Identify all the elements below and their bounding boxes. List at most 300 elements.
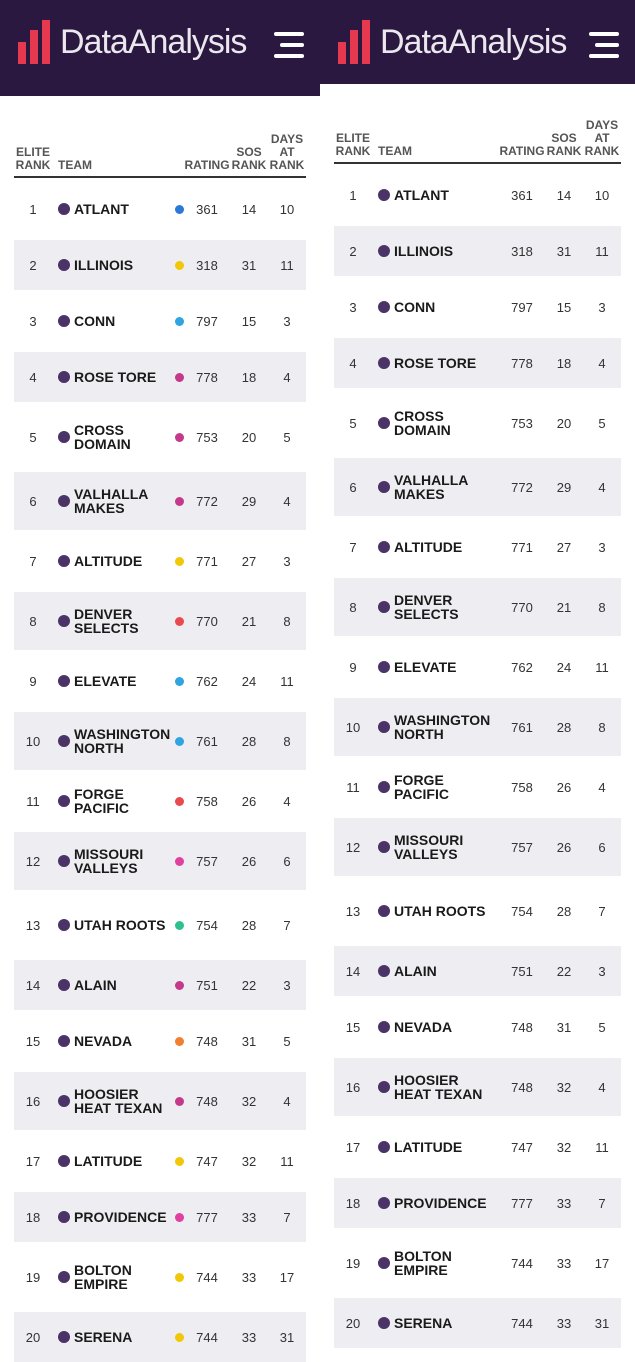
table-row[interactable]	[334, 642, 621, 692]
team-color-dot-icon	[175, 857, 184, 866]
rating-cell: 778	[511, 355, 533, 371]
table-row[interactable]	[334, 946, 621, 996]
sos-rank-cell: 14	[556, 187, 572, 203]
team-cell[interactable]	[372, 188, 499, 202]
sos-rank-cell: 32	[241, 1093, 257, 1109]
table-row[interactable]	[14, 184, 306, 234]
team-logo-icon	[58, 979, 70, 991]
team-cell[interactable]	[52, 787, 184, 815]
table-row[interactable]	[334, 1178, 621, 1228]
team-logo-icon	[58, 259, 70, 271]
rating-cell: 772	[196, 493, 218, 509]
table-row[interactable]	[14, 1016, 306, 1066]
rank-cell: 6	[349, 479, 357, 495]
site-header	[320, 0, 635, 84]
rank-cell: 3	[349, 299, 357, 315]
table-row[interactable]	[334, 226, 621, 276]
sos-rank-cell: 20	[241, 429, 257, 445]
rating-cell: 744	[196, 1269, 218, 1285]
team-logo-icon	[58, 371, 70, 383]
team-logo-icon	[58, 1271, 70, 1283]
rating-cell: 747	[196, 1153, 218, 1169]
table-row[interactable]	[14, 1136, 306, 1186]
team-name[interactable]: SERENA	[394, 1315, 453, 1331]
sos-rank-cell: 21	[556, 599, 572, 615]
rating-cell: 748	[196, 1033, 218, 1049]
col-rating[interactable]: RATING	[184, 158, 230, 172]
days-at-rank-cell: 11	[595, 243, 609, 259]
days-at-rank-cell: 17	[594, 1255, 610, 1271]
team-color-dot-icon	[175, 1333, 184, 1342]
sos-rank-cell: 31	[241, 1033, 257, 1049]
team-logo-icon	[378, 189, 390, 201]
days-at-rank-cell: 4	[283, 369, 291, 385]
team-name[interactable]: LATITUDE	[74, 1153, 143, 1169]
sos-rank-cell: 29	[241, 493, 257, 509]
rating-cell: 772	[511, 479, 533, 495]
team-name[interactable]: MISSOURI VALLEYS	[394, 832, 464, 862]
table-row[interactable]	[14, 536, 306, 586]
team-cell[interactable]	[52, 607, 184, 635]
team-logo-icon	[378, 357, 390, 369]
team-cell[interactable]	[52, 1154, 184, 1168]
sos-rank-cell: 28	[241, 917, 257, 933]
team-cell[interactable]	[372, 660, 499, 674]
team-cell[interactable]	[372, 1020, 499, 1034]
table-row[interactable]	[14, 960, 306, 1010]
team-name[interactable]: CROSS DOMAIN	[394, 408, 451, 438]
col-rank[interactable]: ELITE RANK	[15, 145, 51, 172]
rating-cell: 778	[196, 369, 218, 385]
team-logo-icon	[58, 203, 70, 215]
days-at-rank-cell: 3	[598, 963, 606, 979]
team-logo-icon	[378, 905, 390, 917]
team-name[interactable]: LATITUDE	[394, 1139, 463, 1155]
team-name[interactable]: FORGE PACIFIC	[394, 772, 449, 802]
team-logo-icon	[378, 601, 390, 613]
table-row[interactable]	[334, 522, 621, 572]
rating-cell: 758	[196, 793, 218, 809]
sos-rank-cell: 27	[556, 539, 572, 555]
table-row[interactable]	[334, 1122, 621, 1172]
rank-cell: 4	[349, 355, 357, 371]
table-row[interactable]	[334, 762, 621, 812]
rank-cell: 19	[25, 1269, 41, 1285]
team-logo-icon	[58, 1095, 70, 1107]
logo[interactable]	[338, 20, 566, 64]
team-cell[interactable]	[372, 540, 499, 554]
rating-cell: 744	[511, 1255, 533, 1271]
days-at-rank-cell: 4	[598, 1079, 606, 1095]
rank-cell: 9	[29, 673, 37, 689]
sos-rank-cell: 21	[241, 613, 257, 629]
team-logo-icon	[58, 855, 70, 867]
col-sos-rank[interactable]: SOS RANK	[546, 131, 582, 158]
rank-cell: 10	[25, 733, 41, 749]
logo-text: DataAnalysis	[380, 22, 567, 61]
team-cell[interactable]	[372, 473, 499, 501]
col-days-at-rank[interactable]: DAYS AT RANK	[584, 118, 620, 158]
team-name[interactable]: ALAIN	[74, 977, 117, 993]
rating-cell: 797	[511, 299, 533, 315]
rating-cell: 758	[511, 779, 533, 795]
table-row[interactable]	[334, 458, 621, 516]
days-at-rank-cell: 8	[598, 719, 606, 735]
table-row[interactable]	[334, 578, 621, 636]
sos-rank-cell: 14	[241, 201, 257, 217]
rating-cell: 744	[196, 1329, 218, 1345]
team-name[interactable]: ROSE TORE	[394, 355, 477, 371]
team-cell[interactable]	[52, 423, 184, 451]
team-color-dot-icon	[175, 737, 184, 746]
rating-cell: 797	[196, 313, 218, 329]
rating-cell: 777	[196, 1209, 218, 1225]
team-name[interactable]: WASHINGTON NORTH	[394, 712, 491, 742]
team-name[interactable]: ELEVATE	[74, 673, 137, 689]
rank-cell: 20	[345, 1315, 361, 1331]
col-team[interactable]: TEAM	[378, 144, 412, 158]
table-row[interactable]	[14, 776, 306, 826]
team-name[interactable]: BOLTON EMPIRE	[74, 1262, 132, 1292]
team-cell[interactable]	[372, 833, 499, 861]
team-name[interactable]: ILLINOIS	[394, 243, 454, 259]
menu-icon[interactable]	[589, 32, 619, 58]
team-color-dot-icon	[175, 433, 184, 442]
table-row[interactable]	[334, 1058, 621, 1116]
rank-cell: 17	[25, 1153, 41, 1169]
team-color-dot-icon	[175, 557, 184, 566]
table-row[interactable]	[334, 338, 621, 388]
team-cell[interactable]	[52, 1087, 184, 1115]
table-body	[14, 184, 306, 1362]
sos-rank-cell: 18	[241, 369, 257, 385]
rank-cell: 4	[29, 369, 37, 385]
team-name[interactable]: FORGE PACIFIC	[74, 786, 129, 816]
rankings-table	[320, 84, 635, 1348]
team-cell[interactable]	[372, 356, 499, 370]
days-at-rank-cell: 3	[283, 977, 291, 993]
rank-cell: 13	[25, 917, 41, 933]
team-name[interactable]: MISSOURI VALLEYS	[74, 846, 144, 876]
team-cell[interactable]	[52, 1034, 184, 1048]
team-cell[interactable]	[372, 713, 499, 741]
team-color-dot-icon	[175, 373, 184, 382]
table-row[interactable]	[334, 170, 621, 220]
sos-rank-cell: 33	[241, 1329, 257, 1345]
table-row[interactable]	[334, 282, 621, 332]
table-row[interactable]	[14, 408, 306, 466]
site-header	[0, 0, 320, 96]
rating-cell: 757	[196, 853, 218, 869]
team-logo-icon	[378, 541, 390, 553]
team-name[interactable]: UTAH ROOTS	[394, 903, 486, 919]
days-at-rank-cell: 6	[283, 853, 291, 869]
team-cell[interactable]	[52, 314, 184, 328]
team-logo-icon	[378, 721, 390, 733]
table-row[interactable]	[334, 818, 621, 876]
table-row[interactable]	[14, 896, 306, 954]
col-days-at-rank[interactable]: DAYS AT RANK	[269, 132, 305, 172]
team-name[interactable]: ALTITUDE	[74, 553, 143, 569]
rank-cell: 1	[349, 187, 357, 203]
rating-cell: 318	[511, 243, 533, 259]
col-sos-rank[interactable]: SOS RANK	[231, 145, 267, 172]
team-cell[interactable]	[52, 978, 184, 992]
table-row[interactable]	[334, 698, 621, 756]
rank-cell: 15	[25, 1033, 41, 1049]
sos-rank-cell: 24	[241, 673, 257, 689]
team-color-dot-icon	[175, 981, 184, 990]
team-logo-icon	[58, 795, 70, 807]
left-panel	[0, 0, 320, 1345]
sos-rank-cell: 26	[241, 853, 257, 869]
team-name[interactable]: HOOSIER HEAT TEXAN	[394, 1072, 483, 1102]
col-rating[interactable]: RATING	[499, 144, 545, 158]
team-color-dot-icon	[175, 1273, 184, 1282]
team-cell[interactable]	[372, 1196, 499, 1210]
team-logo-icon	[378, 1317, 390, 1329]
team-cell[interactable]	[372, 1140, 499, 1154]
rank-cell: 6	[29, 493, 37, 509]
team-cell[interactable]	[372, 409, 499, 437]
col-rank[interactable]: ELITE RANK	[335, 131, 371, 158]
days-at-rank-cell: 3	[598, 299, 606, 315]
team-cell[interactable]	[372, 1316, 499, 1330]
rating-cell: 770	[511, 599, 533, 615]
days-at-rank-cell: 7	[598, 903, 606, 919]
rank-cell: 11	[26, 793, 40, 809]
team-cell[interactable]	[52, 258, 184, 272]
table-row[interactable]	[14, 1312, 306, 1362]
team-cell[interactable]	[52, 487, 184, 515]
team-cell[interactable]	[52, 918, 184, 932]
team-logo-icon	[378, 245, 390, 257]
rating-cell: 361	[196, 201, 218, 217]
team-cell[interactable]	[52, 202, 184, 216]
team-cell[interactable]	[372, 244, 499, 258]
table-body	[334, 170, 621, 1348]
team-name[interactable]: ALAIN	[394, 963, 437, 979]
rank-cell: 14	[345, 963, 361, 979]
team-name[interactable]: DENVER SELECTS	[74, 606, 139, 636]
team-name[interactable]: SERENA	[74, 1329, 133, 1345]
sos-rank-cell: 29	[556, 479, 572, 495]
team-cell[interactable]	[52, 1210, 184, 1224]
rank-cell: 2	[349, 243, 357, 259]
sos-rank-cell: 26	[556, 839, 572, 855]
team-color-dot-icon	[175, 617, 184, 626]
team-logo-icon	[378, 1081, 390, 1093]
days-at-rank-cell: 3	[283, 313, 291, 329]
team-name[interactable]: ILLINOIS	[74, 257, 134, 273]
days-at-rank-cell: 3	[598, 539, 606, 555]
right-panel	[320, 0, 635, 1331]
days-at-rank-cell: 17	[279, 1269, 295, 1285]
rank-cell: 16	[345, 1079, 361, 1095]
sos-rank-cell: 22	[241, 977, 257, 993]
sos-rank-cell: 27	[241, 553, 257, 569]
days-at-rank-cell: 11	[280, 1153, 294, 1169]
days-at-rank-cell: 4	[598, 779, 606, 795]
sos-rank-cell: 32	[556, 1139, 572, 1155]
team-name[interactable]: WASHINGTON NORTH	[74, 726, 171, 756]
menu-icon[interactable]	[274, 32, 304, 58]
table-row[interactable]	[14, 1192, 306, 1242]
team-color-dot-icon	[175, 1097, 184, 1106]
days-at-rank-cell: 5	[283, 1033, 291, 1049]
days-at-rank-cell: 7	[598, 1195, 606, 1211]
team-name[interactable]: HOOSIER HEAT TEXAN	[74, 1086, 163, 1116]
table-row[interactable]	[14, 832, 306, 890]
table-row[interactable]	[334, 1234, 621, 1292]
team-color-dot-icon	[175, 1037, 184, 1046]
table-row[interactable]	[334, 1002, 621, 1052]
table-row[interactable]	[14, 592, 306, 650]
sos-rank-cell: 28	[556, 719, 572, 735]
sos-rank-cell: 32	[556, 1079, 572, 1095]
table-row[interactable]	[14, 1072, 306, 1130]
days-at-rank-cell: 5	[598, 415, 606, 431]
rank-cell: 11	[346, 779, 360, 795]
team-name[interactable]: VALHALLA MAKES	[74, 486, 148, 516]
team-cell[interactable]	[52, 847, 184, 875]
days-at-rank-cell: 4	[598, 479, 606, 495]
team-logo-icon	[58, 1035, 70, 1047]
team-cell[interactable]	[52, 1330, 184, 1344]
team-logo-icon	[378, 1141, 390, 1153]
days-at-rank-cell: 7	[283, 917, 291, 933]
rank-cell: 18	[25, 1209, 41, 1225]
rating-cell: 762	[196, 673, 218, 689]
team-name[interactable]: CONN	[394, 299, 436, 315]
rating-cell: 753	[511, 415, 533, 431]
table-row[interactable]	[14, 712, 306, 770]
team-name[interactable]: PROVIDENCE	[394, 1195, 487, 1211]
rating-cell: 361	[511, 187, 533, 203]
team-cell[interactable]	[52, 1263, 184, 1291]
team-logo-icon	[58, 1155, 70, 1167]
team-name[interactable]: UTAH ROOTS	[74, 917, 166, 933]
sos-rank-cell: 28	[241, 733, 257, 749]
team-name[interactable]: CROSS DOMAIN	[74, 422, 131, 452]
team-logo-icon	[378, 481, 390, 493]
sos-rank-cell: 33	[241, 1209, 257, 1225]
team-name[interactable]: ATLANT	[394, 187, 449, 203]
team-cell[interactable]	[52, 554, 184, 568]
sos-rank-cell: 33	[556, 1195, 572, 1211]
table-row[interactable]	[14, 472, 306, 530]
sos-rank-cell: 33	[556, 1315, 572, 1331]
team-logo-icon	[378, 1197, 390, 1209]
logo-mark-icon	[18, 20, 54, 64]
rating-cell: 761	[511, 719, 533, 735]
table-row[interactable]	[14, 296, 306, 346]
rank-cell: 19	[345, 1255, 361, 1271]
team-name[interactable]: CONN	[74, 313, 116, 329]
team-cell[interactable]	[372, 1249, 499, 1277]
table-row[interactable]	[334, 882, 621, 940]
team-color-dot-icon	[175, 205, 184, 214]
table-row[interactable]	[14, 352, 306, 402]
table-row[interactable]	[14, 1248, 306, 1306]
team-name[interactable]: ELEVATE	[394, 659, 457, 675]
rank-cell: 15	[345, 1019, 361, 1035]
rank-cell: 8	[29, 613, 37, 629]
team-color-dot-icon	[175, 497, 184, 506]
team-cell[interactable]	[52, 727, 184, 755]
team-cell[interactable]	[372, 1073, 499, 1101]
team-cell[interactable]	[372, 773, 499, 801]
team-cell[interactable]	[372, 300, 499, 314]
team-logo-icon	[58, 495, 70, 507]
col-team[interactable]: TEAM	[58, 158, 92, 172]
team-cell[interactable]	[372, 964, 499, 978]
rank-cell: 5	[349, 415, 357, 431]
team-logo-icon	[378, 301, 390, 313]
team-name[interactable]: NEVADA	[74, 1033, 133, 1049]
team-logo-icon	[378, 1257, 390, 1269]
table-row[interactable]	[14, 240, 306, 290]
rating-cell: 754	[511, 903, 533, 919]
rating-cell: 751	[196, 977, 218, 993]
team-name[interactable]: DENVER SELECTS	[394, 592, 459, 622]
days-at-rank-cell: 4	[283, 493, 291, 509]
days-at-rank-cell: 4	[283, 1093, 291, 1109]
team-name[interactable]: PROVIDENCE	[74, 1209, 167, 1225]
team-logo-icon	[58, 431, 70, 443]
rating-cell: 318	[196, 257, 218, 273]
team-name[interactable]: ALTITUDE	[394, 539, 463, 555]
rating-cell: 757	[511, 839, 533, 855]
team-logo-icon	[58, 919, 70, 931]
rank-cell: 10	[345, 719, 361, 735]
rank-cell: 16	[25, 1093, 41, 1109]
sos-rank-cell: 33	[241, 1269, 257, 1285]
days-at-rank-cell: 6	[598, 839, 606, 855]
team-name[interactable]: NEVADA	[394, 1019, 453, 1035]
team-name[interactable]: ROSE TORE	[74, 369, 157, 385]
days-at-rank-cell: 3	[283, 553, 291, 569]
rank-cell: 9	[349, 659, 357, 675]
team-color-dot-icon	[175, 921, 184, 930]
team-name[interactable]: ATLANT	[74, 201, 129, 217]
team-logo-icon	[378, 417, 390, 429]
days-at-rank-cell: 31	[594, 1315, 610, 1331]
team-color-dot-icon	[175, 677, 184, 686]
rating-cell: 754	[196, 917, 218, 933]
logo[interactable]	[18, 20, 246, 64]
team-cell[interactable]	[52, 370, 184, 384]
team-cell[interactable]	[52, 674, 184, 688]
sos-rank-cell: 31	[241, 257, 257, 273]
sos-rank-cell: 18	[556, 355, 572, 371]
sos-rank-cell: 15	[241, 313, 257, 329]
team-cell[interactable]	[372, 904, 499, 918]
team-cell[interactable]	[372, 593, 499, 621]
team-logo-icon	[378, 1021, 390, 1033]
rating-cell: 744	[511, 1315, 533, 1331]
days-at-rank-cell: 11	[595, 659, 609, 675]
rank-cell: 12	[345, 839, 361, 855]
table-row[interactable]	[334, 1298, 621, 1348]
table-row[interactable]	[334, 394, 621, 452]
team-color-dot-icon	[175, 1213, 184, 1222]
rank-cell: 13	[345, 903, 361, 919]
team-name[interactable]: VALHALLA MAKES	[394, 472, 468, 502]
team-name[interactable]: BOLTON EMPIRE	[394, 1248, 452, 1278]
days-at-rank-cell: 5	[598, 1019, 606, 1035]
table-row[interactable]	[14, 656, 306, 706]
